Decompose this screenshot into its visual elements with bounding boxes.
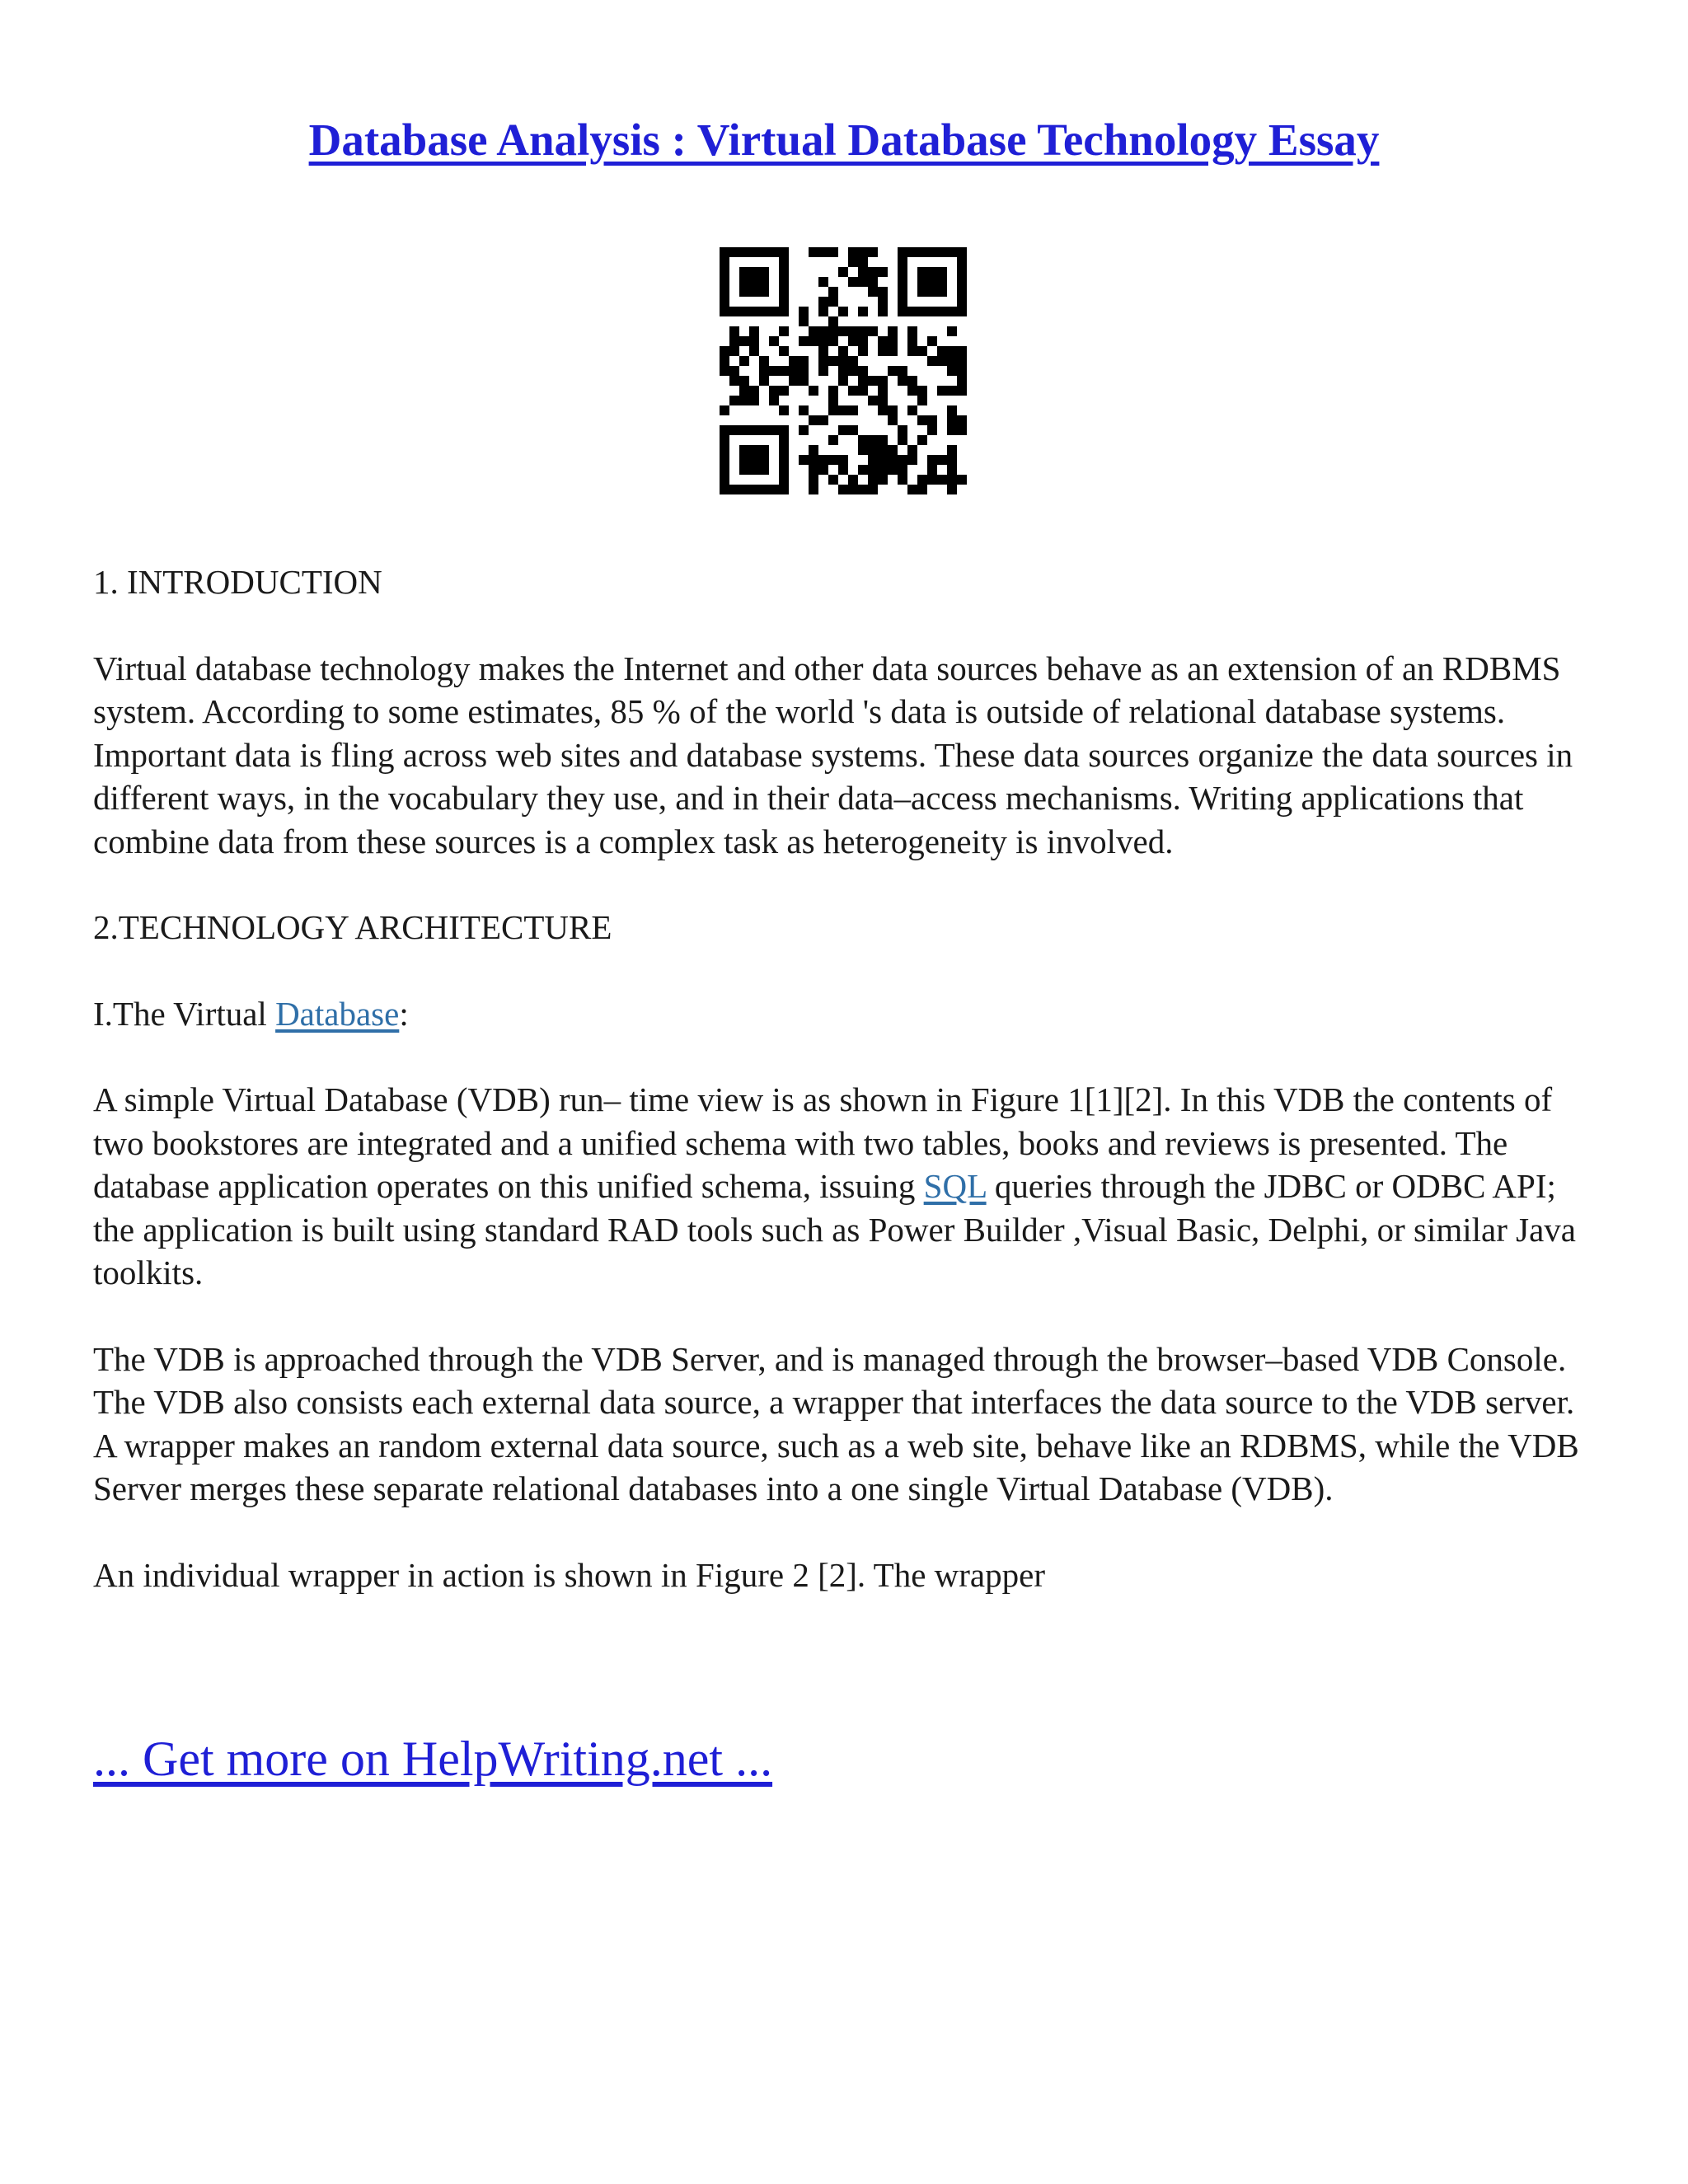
vdb-runtime-paragraph [93,1078,1601,1295]
architecture-heading: 2.TECHNOLOGY ARCHITECTURE [93,908,612,946]
qr-code-icon [720,247,967,494]
intro-paragraph: Virtual database technology makes the Internet and other data sources behave as an extension of an RDBMS system. According to some estimates, 85 % of the world 's data is outside of relational database systems. Important data is fling across web sites and database systems. These data sources organize the data sources in different ways, in the vocabulary they use, and in their data–access mechanisms. Writing applications that combine data from these sources is a complex task as heterogeneity is involved. [93,649,1573,860]
document-title-link[interactable]: Database Analysis : Virtual Database Technology Essay [308,115,1380,165]
document-body [93,560,1601,1639]
sql-link[interactable]: SQL [923,1167,987,1205]
subheading-prefix: I.The Virtual [93,994,276,1033]
paragraph-text: queries through the JDBC or ODBC API; the application is built using standard RAD tools such as Power Builder ,Visual Basic, Delphi, or similar Java toolkits. [93,1167,1576,1291]
subheading-suffix: : [399,994,409,1033]
intro-heading: 1. INTRODUCTION [93,563,382,601]
database-link[interactable]: Database [275,994,400,1033]
paragraph-text: A simple Virtual Database (VDB) run– time view is as shown in Figure 1[1][2]. In this VDB the contents of two bookstores are integrated and a unified schema with two tables, books and reviews is presented. The database application operates on this unified schema, issuing [93,1080,1553,1205]
wrapper-paragraph: An individual wrapper in action is shown in Figure 2 [2]. The wrapper [93,1555,1045,1594]
virtual-database-subheading [93,992,1601,1036]
get-more-link[interactable]: ... Get more on HelpWriting.net ... [93,1732,773,1786]
vdb-server-paragraph: The VDB is approached through the VDB Server, and is managed through the browser–based VDB Console. The VDB also consists each external data source, a wrapper that interfaces the data source to the VDB server. A wrapper makes an random external data source, such as a web site, behave like an RDBMS, while the VDB Server merges these separate relational databases into a one single Virtual Database (VDB). [93,1339,1579,1507]
